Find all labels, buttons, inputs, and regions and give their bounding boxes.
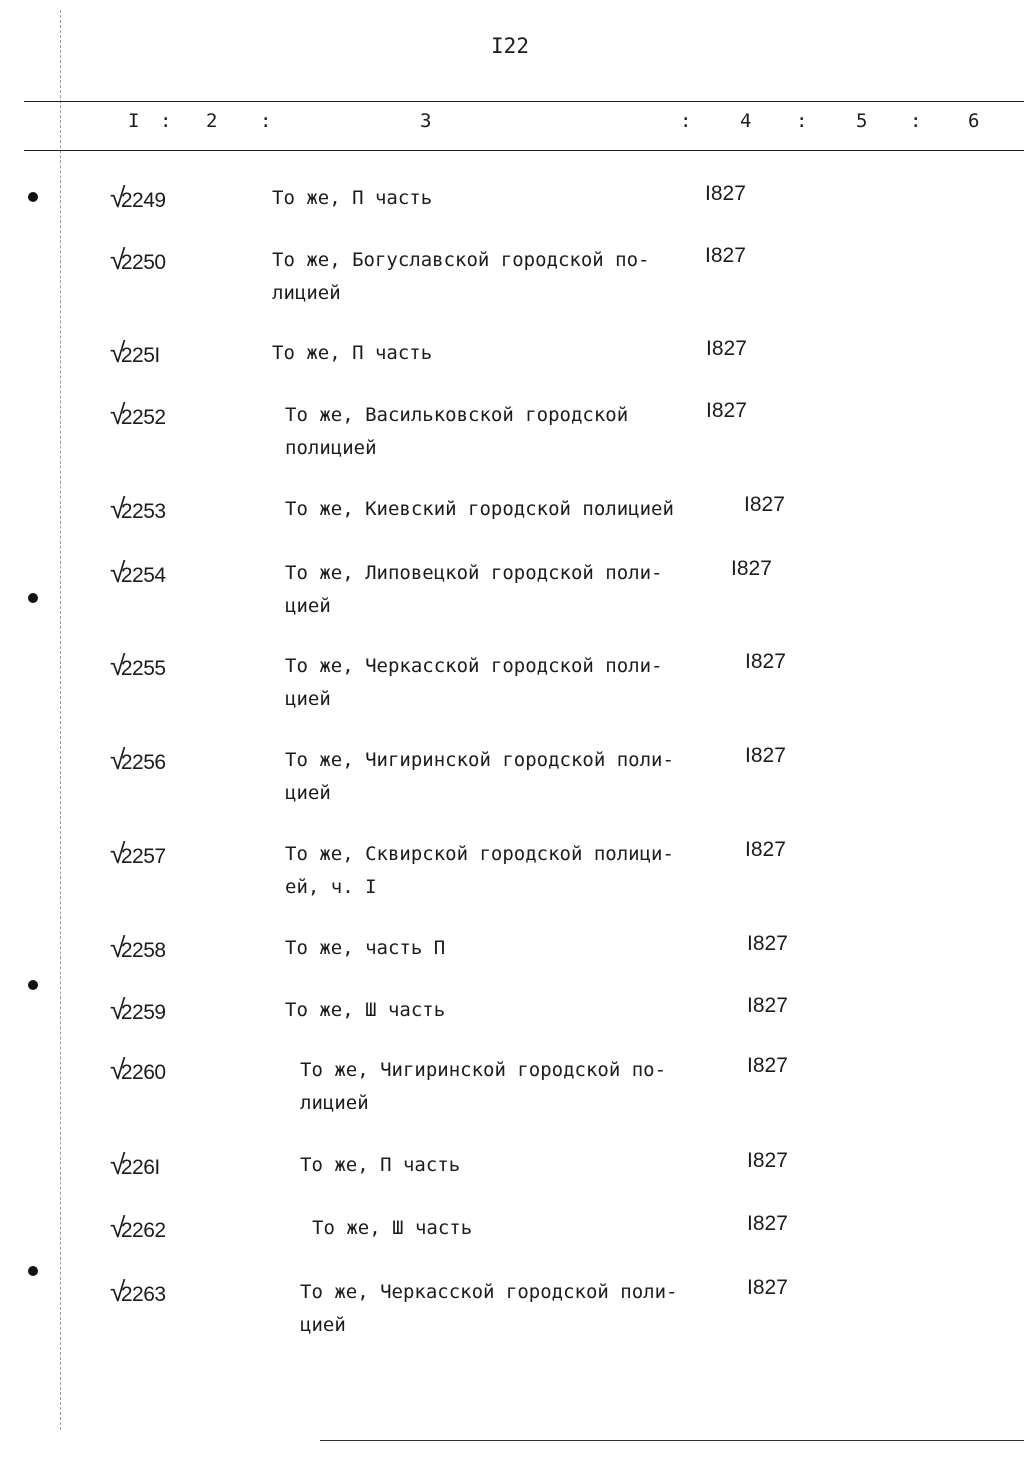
checkmark-icon: √ <box>110 493 125 524</box>
column-separator: : <box>260 110 272 132</box>
item-number <box>110 650 166 682</box>
description-line: лицией <box>272 282 341 304</box>
column-header-6: 6 <box>968 110 980 132</box>
item-description <box>285 493 674 526</box>
item-number-value: 2253 <box>120 500 166 523</box>
column-separator: : <box>160 110 172 132</box>
column-header-3: 3 <box>420 110 432 132</box>
checkmark-icon: √ <box>110 932 125 963</box>
checkmark-icon: √ <box>110 744 125 775</box>
checkmark-icon: √ <box>110 1149 125 1180</box>
column-header-1: I <box>128 110 140 132</box>
checkmark-icon: √ <box>110 399 125 430</box>
checkmark-icon: √ <box>110 244 125 275</box>
item-number <box>110 1149 160 1181</box>
item-description <box>312 1212 472 1245</box>
item-number <box>110 994 166 1026</box>
item-number-value: 226I <box>120 1156 160 1179</box>
description-line: цией <box>285 782 331 804</box>
item-number-value: 2263 <box>120 1283 166 1306</box>
description-line: лицией <box>300 1092 369 1114</box>
item-number <box>110 557 166 589</box>
column-separator: : <box>796 110 808 132</box>
item-description <box>285 650 663 716</box>
description-line: цией <box>300 1314 346 1336</box>
column-header-4: 4 <box>740 110 752 132</box>
description-line: То же, Киевский городской полицией <box>285 498 674 520</box>
item-description <box>272 182 432 215</box>
item-number <box>110 932 166 964</box>
checkmark-icon: √ <box>110 557 125 588</box>
binder-hole <box>28 593 38 603</box>
description-line: То же, Черкасской городской поли- <box>285 655 663 677</box>
item-number-value: 2259 <box>120 1001 166 1024</box>
description-line: То же, Сквирской городской полици- <box>285 843 674 865</box>
item-number <box>110 244 166 276</box>
item-year: I827 <box>745 838 786 861</box>
item-year: I827 <box>706 337 747 360</box>
binder-hole <box>28 192 38 202</box>
item-year: I827 <box>706 399 747 422</box>
item-number <box>110 493 166 525</box>
description-line: цией <box>285 595 331 617</box>
item-description <box>300 1149 460 1182</box>
item-description <box>300 1276 678 1342</box>
item-number <box>110 1054 166 1086</box>
item-description <box>285 838 674 904</box>
item-year: I827 <box>731 557 772 580</box>
item-year: I827 <box>747 1276 788 1299</box>
item-description <box>272 337 432 370</box>
description-line: То же, Богуславской городской по- <box>272 249 650 271</box>
item-description <box>272 244 650 310</box>
description-line: То же, часть П <box>285 937 446 959</box>
description-line: То же, П часть <box>272 187 433 209</box>
description-line: То же, Липовецкой городской поли- <box>285 562 663 584</box>
description-line: То же, П часть <box>300 1154 461 1176</box>
item-number-value: 2256 <box>120 751 166 774</box>
item-year: I827 <box>745 650 786 673</box>
checkmark-icon: √ <box>110 337 125 368</box>
item-number <box>110 1212 166 1244</box>
item-year: I827 <box>747 1212 788 1235</box>
item-description <box>285 399 628 465</box>
description-line: То же, Ш часть <box>285 999 446 1021</box>
column-header-2: 2 <box>206 110 218 132</box>
checkmark-icon: √ <box>110 1054 125 1085</box>
item-year: I827 <box>705 244 746 267</box>
item-number <box>110 1276 166 1308</box>
item-number-value: 2260 <box>120 1061 166 1084</box>
item-number <box>110 744 166 776</box>
item-number-value: 2252 <box>120 406 166 429</box>
item-number <box>110 182 166 214</box>
margin-line <box>60 10 61 1430</box>
description-line: То же, Васильковской городской <box>285 404 629 426</box>
item-description <box>285 994 445 1027</box>
table-top-rule <box>24 101 1024 102</box>
item-year: I827 <box>747 1149 788 1172</box>
item-number-value: 2257 <box>120 845 166 868</box>
page-number: I22 <box>491 34 529 58</box>
description-line: То же, Чигиринской городской поли- <box>285 749 674 771</box>
item-description <box>285 557 663 623</box>
description-line: цией <box>285 688 331 710</box>
column-header-5: 5 <box>856 110 868 132</box>
item-number-value: 225I <box>120 344 160 367</box>
item-year: I827 <box>745 744 786 767</box>
description-line: ей, ч. I <box>285 876 377 898</box>
description-line: То же, Черкасской городской поли- <box>300 1281 678 1303</box>
item-number <box>110 838 166 870</box>
checkmark-icon: √ <box>110 182 125 213</box>
item-description <box>285 744 674 810</box>
description-line: То же, Ш часть <box>312 1217 473 1239</box>
item-year: I827 <box>747 1054 788 1077</box>
checkmark-icon: √ <box>110 994 125 1025</box>
item-number-value: 2249 <box>120 189 166 212</box>
column-separator: : <box>910 110 922 132</box>
binder-hole <box>28 1266 38 1276</box>
column-separator: : <box>680 110 692 132</box>
item-number-value: 2250 <box>120 251 166 274</box>
description-line: То же, П часть <box>272 342 433 364</box>
checkmark-icon: √ <box>110 838 125 869</box>
table-header-rule <box>24 150 1024 151</box>
description-line: То же, Чигиринской городской по- <box>300 1059 667 1081</box>
item-year: I827 <box>747 994 788 1017</box>
description-line: полицией <box>285 437 377 459</box>
item-year: I827 <box>747 932 788 955</box>
item-number-value: 2258 <box>120 939 166 962</box>
item-number-value: 2254 <box>120 564 166 587</box>
item-number <box>110 337 160 369</box>
item-year: I827 <box>705 182 746 205</box>
checkmark-icon: √ <box>110 1276 125 1307</box>
item-description <box>285 932 445 965</box>
checkmark-icon: √ <box>110 650 125 681</box>
item-number <box>110 399 166 431</box>
table-bottom-rule <box>320 1440 1024 1441</box>
item-description <box>300 1054 666 1120</box>
item-year: I827 <box>744 493 785 516</box>
item-number-value: 2255 <box>120 657 166 680</box>
item-number-value: 2262 <box>120 1219 166 1242</box>
checkmark-icon: √ <box>110 1212 125 1243</box>
binder-hole <box>28 980 38 990</box>
